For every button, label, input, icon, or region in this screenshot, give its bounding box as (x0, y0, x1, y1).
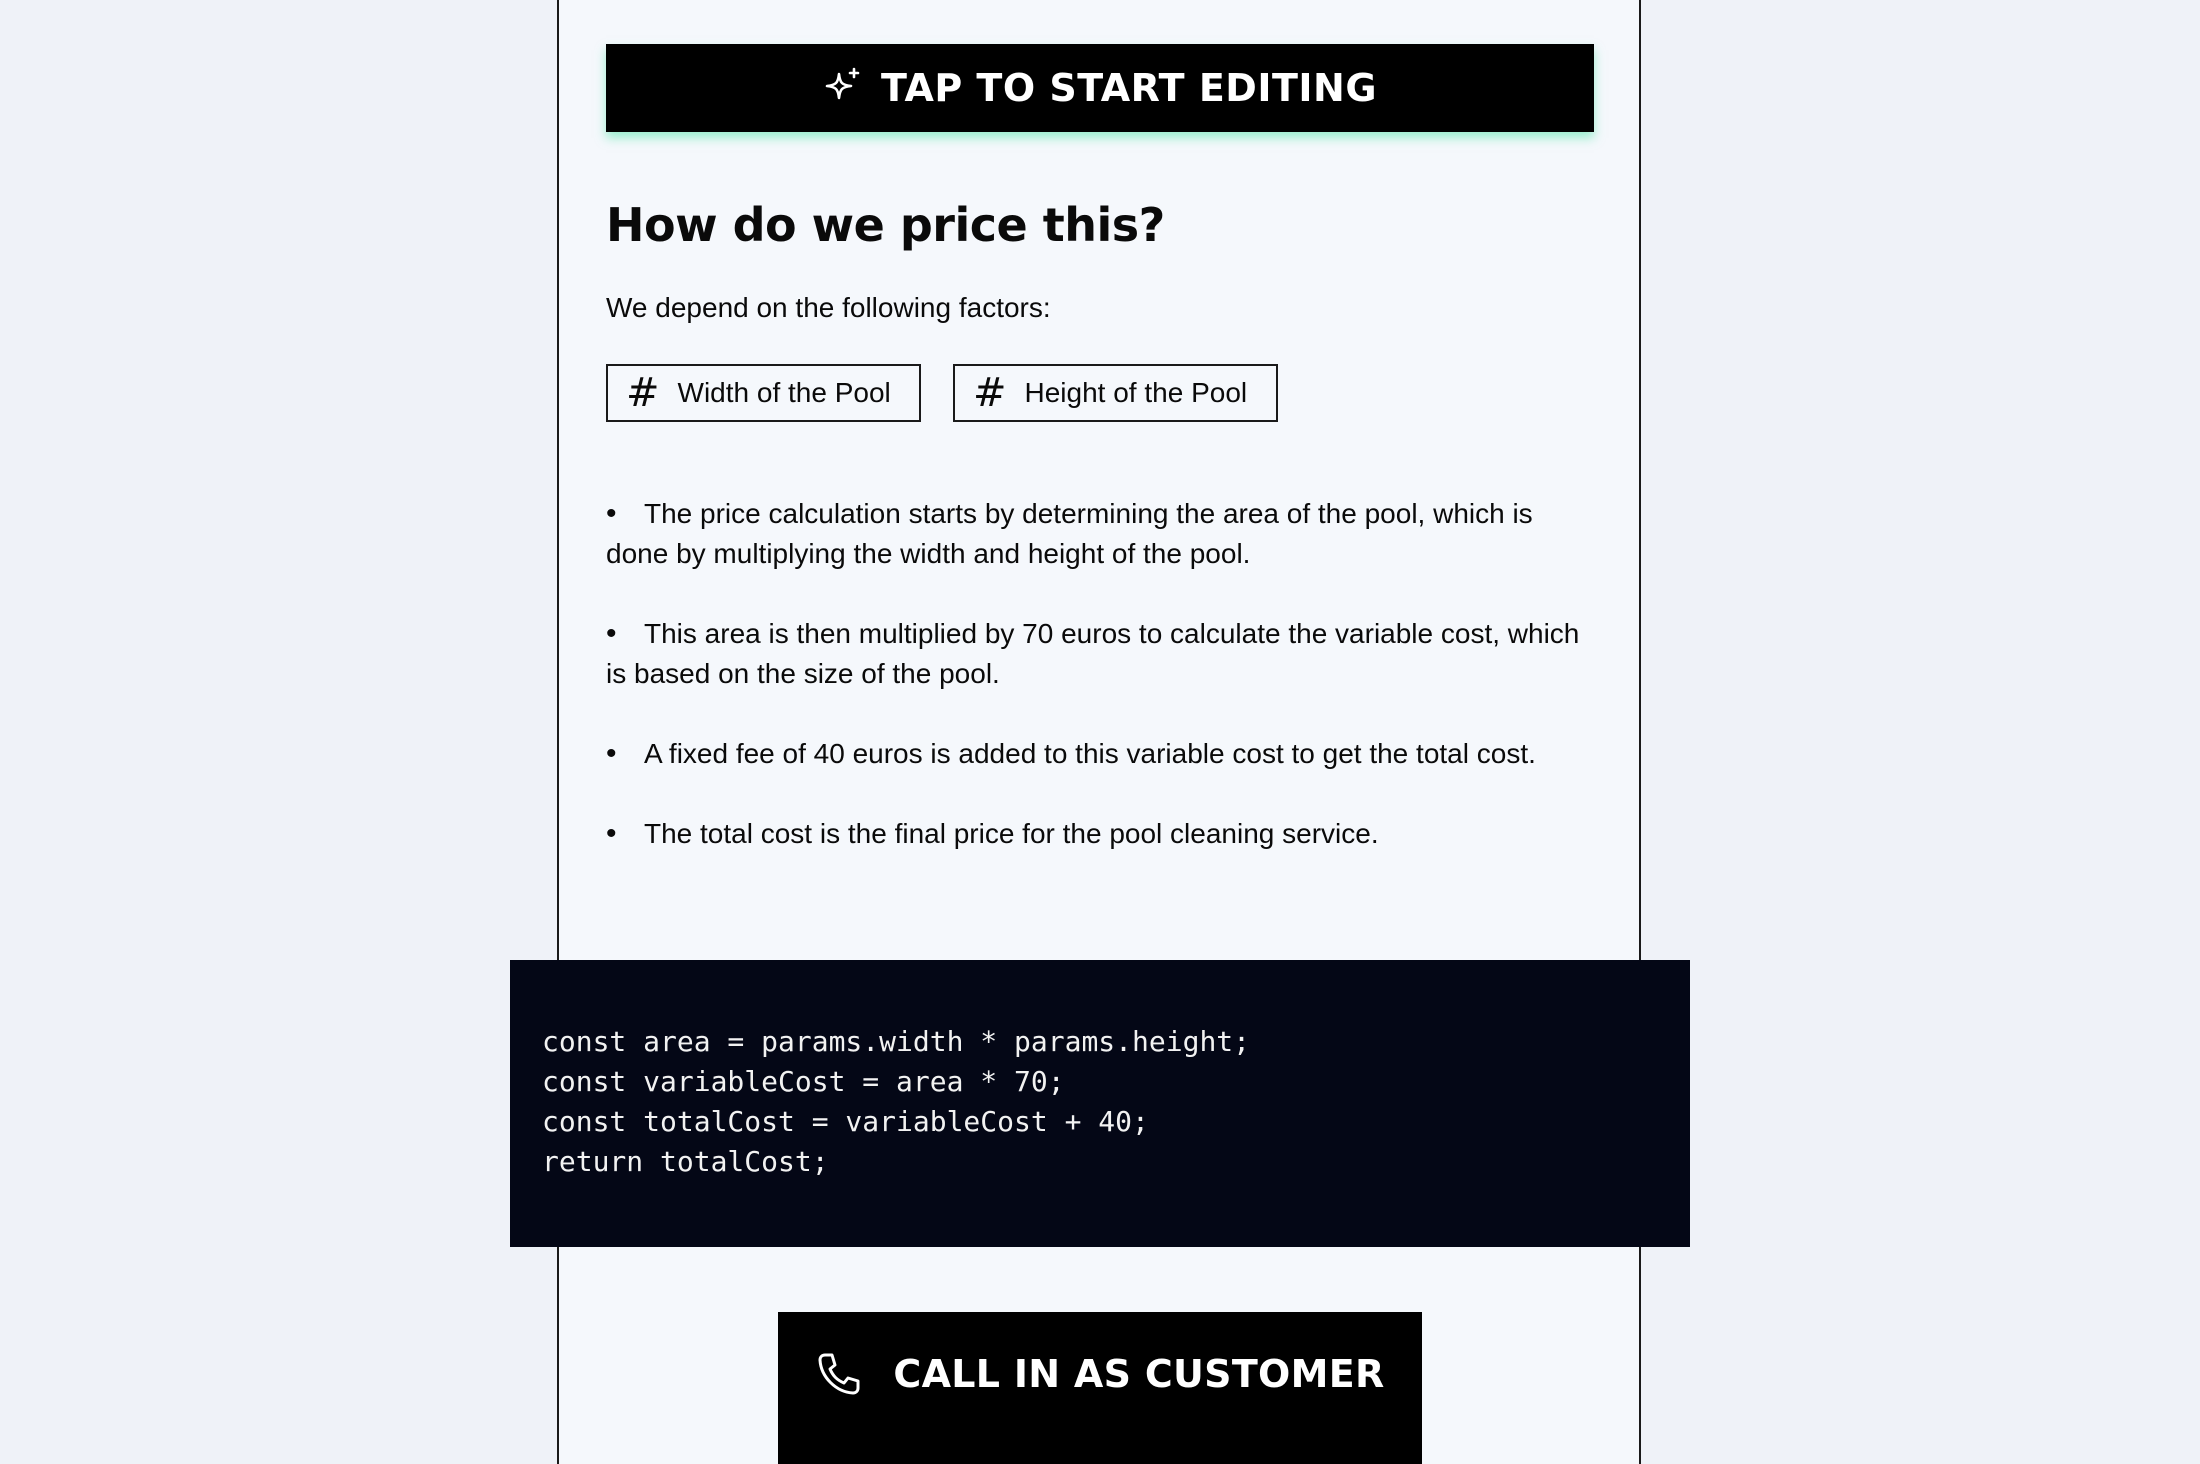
list-item: • The total cost is the final price for the pool cleaning service. (606, 814, 1596, 854)
list-item: • A fixed fee of 40 euros is added to this variable cost to get the total cost. (606, 734, 1596, 774)
list-item: • The price calculation starts by determining the area of the pool, which is done by multiplying the width and height of the pool. (606, 494, 1596, 574)
factor-label: Width of the Pool (677, 377, 891, 408)
start-editing-label: TAP TO START EDITING (880, 66, 1378, 110)
factor-chip-width[interactable] (606, 364, 921, 422)
call-as-customer-label: CALL IN AS CUSTOMER (893, 1352, 1385, 1396)
list-item: • This area is then multiplied by 70 euros to calculate the variable cost, which is based on the size of the pool. (606, 614, 1596, 694)
factor-label: Height of the Pool (1024, 377, 1248, 408)
hash-icon: # (973, 370, 1007, 416)
pricing-explanation-list (606, 494, 1596, 894)
factor-chip-height[interactable] (953, 364, 1278, 422)
hash-icon: # (626, 370, 660, 416)
code-block (510, 960, 1690, 1247)
page-title: How do we price this? (606, 198, 1165, 252)
intro-text: We depend on the following factors: (606, 292, 1051, 323)
call-as-customer-button[interactable] (778, 1312, 1422, 1464)
phone-icon (815, 1346, 863, 1403)
code-text: const area = params.width * params.height; const variableCost = area * 70; const totalCost = variableCost + 40; return totalCost; (542, 1025, 1251, 1178)
sparkle-icon (823, 66, 863, 111)
start-editing-button[interactable] (606, 44, 1594, 132)
